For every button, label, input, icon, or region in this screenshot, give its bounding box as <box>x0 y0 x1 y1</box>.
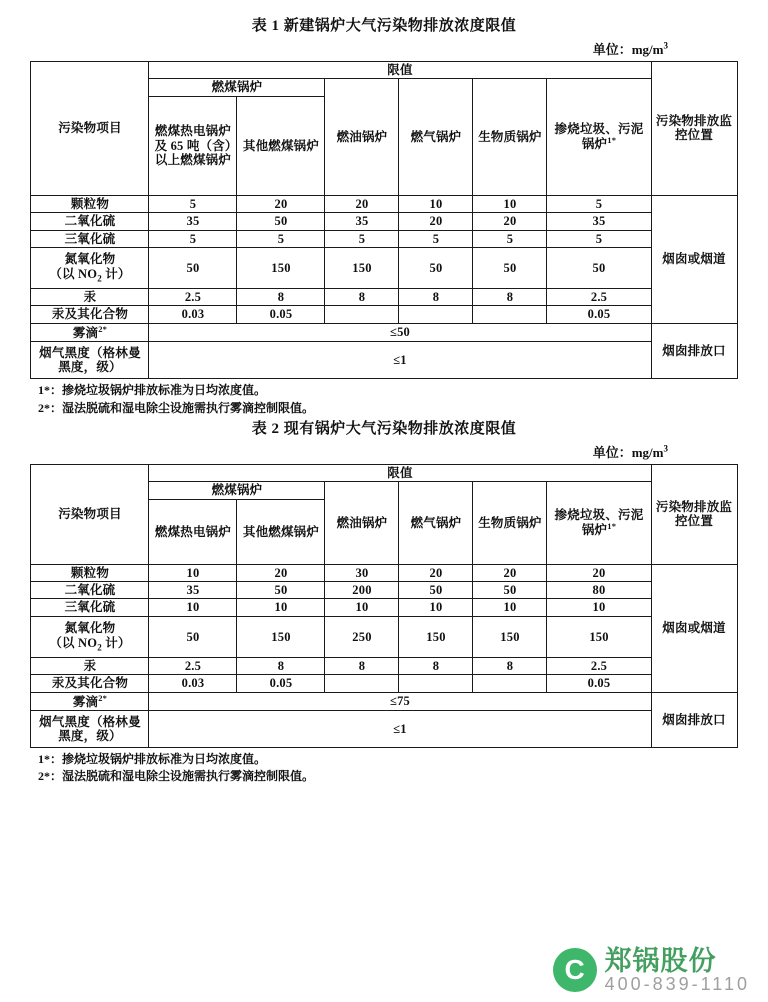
table-2-r4c0: 2.5 <box>149 657 237 674</box>
table-row <box>31 675 737 692</box>
table-1-r3c0: 50 <box>149 247 237 288</box>
table-row <box>31 692 737 711</box>
table-1-r1c2: 35 <box>325 213 399 230</box>
table-2-r1c4: 50 <box>473 582 547 599</box>
table-1-col-coal-other: 其他燃煤锅炉 <box>237 96 325 195</box>
table-2-col-waste-label: 掺烧垃圾、污泥锅炉 <box>554 508 644 538</box>
table-1-col-oil: 燃油锅炉 <box>325 79 399 195</box>
table-1-r4c5: 2.5 <box>547 288 651 305</box>
table-2-col-coal: 燃煤锅炉 <box>149 482 325 499</box>
table-2-r4c4: 8 <box>473 657 547 674</box>
table-2-row-3-name-pre: （以 NO <box>49 635 98 650</box>
table-1-r3c5: 50 <box>547 247 651 288</box>
table-2-r1c1: 50 <box>237 582 325 599</box>
table-2-row-5-name: 汞及其化合物 <box>31 675 149 692</box>
table-1-note-2: 2*：湿法脱硫和湿电除尘设施需执行雾滴控制限值。 <box>38 400 315 415</box>
company-phone: 400-839-1110 <box>604 974 750 995</box>
table-2-r4c5: 2.5 <box>547 657 651 674</box>
table-row <box>31 616 737 657</box>
table-1-r5c3 <box>399 306 473 323</box>
table-1-unit <box>22 39 746 58</box>
table-1-col-gas: 燃气锅炉 <box>399 79 473 195</box>
table-1-col-position: 污染物排放监控位置 <box>651 62 737 196</box>
table-2-unit-label: 单位：mg/m <box>592 444 664 460</box>
table-1-r2c2: 5 <box>325 230 399 247</box>
table-2-header-row-1 <box>31 464 737 481</box>
table-1-r5c1: 0.05 <box>237 306 325 323</box>
table-1-r3c4: 50 <box>473 247 547 288</box>
table-2-row-3-name-post: 计） <box>101 635 131 650</box>
table-1-r4c4: 8 <box>473 288 547 305</box>
table-2-col-coal-other: 其他燃煤锅炉 <box>237 499 325 564</box>
table-2-r4c3: 8 <box>399 657 473 674</box>
table-1-merged-1-value: ≤1 <box>149 342 651 379</box>
table-2-r5c2 <box>325 675 399 692</box>
table-2-col-pollutant: 污染物项目 <box>31 464 149 564</box>
table-1-col-waste-sup: 1* <box>607 135 617 146</box>
table-2-r5c1: 0.05 <box>237 675 325 692</box>
table-1-row-3-name <box>31 247 149 288</box>
table-1-row-5-name: 汞及其化合物 <box>31 306 149 323</box>
table-1-col-pollutant: 污染物项目 <box>31 62 149 196</box>
table-row <box>31 230 737 247</box>
table-1-note-1: 1*：掺烧垃圾锅炉排放标准为日均浓度值。 <box>38 383 267 398</box>
table-2-merged-0-name <box>31 692 149 711</box>
table-2-row-4-name: 汞 <box>31 657 149 674</box>
company-logo-icon: C <box>553 948 597 992</box>
table-2-col-gas: 燃气锅炉 <box>399 482 473 564</box>
table-1-r5c4 <box>473 306 547 323</box>
table-row <box>31 582 737 599</box>
table-row <box>31 599 737 616</box>
table-2-position-outlet: 烟囱排放口 <box>651 692 737 748</box>
table-1-r5c0: 0.03 <box>149 306 237 323</box>
table-2-col-oil: 燃油锅炉 <box>325 482 399 564</box>
table-2-r1c0: 35 <box>149 582 237 599</box>
table-1-r0c0: 5 <box>149 195 237 212</box>
table-row <box>31 657 737 674</box>
table-2 <box>30 464 737 748</box>
table-2-row-3-name-main: 氮氧化物 <box>64 621 116 636</box>
table-1-col-coal: 燃煤锅炉 <box>149 79 325 96</box>
table-2-col-limit: 限值 <box>149 464 651 481</box>
table-1-r2c5: 5 <box>547 230 651 247</box>
table-2-r2c1: 10 <box>237 599 325 616</box>
table-2-r5c5: 0.05 <box>547 675 651 692</box>
table-1-r5c5: 0.05 <box>547 306 651 323</box>
table-row <box>31 323 737 342</box>
table-2-col-coal-power: 燃煤热电锅炉 <box>149 499 237 564</box>
table-2-r1c2: 200 <box>325 582 399 599</box>
table-2-row-2-name: 三氧化硫 <box>31 599 149 616</box>
table-1-r0c5: 5 <box>547 195 651 212</box>
table-1-row-3-name-main: 氮氧化物 <box>64 252 116 267</box>
table-1-row-1-name: 二氧化硫 <box>31 213 149 230</box>
table-2-r2c2: 10 <box>325 599 399 616</box>
table-2-col-waste <box>547 482 651 564</box>
table-2-r3c4: 150 <box>473 616 547 657</box>
table-row <box>31 342 737 379</box>
table-2-row-1-name: 二氧化硫 <box>31 582 149 599</box>
table-2-r0c2: 30 <box>325 564 399 581</box>
table-1-r4c1: 8 <box>237 288 325 305</box>
table-1-col-limit: 限值 <box>149 62 651 79</box>
table-2-r5c0: 0.03 <box>149 675 237 692</box>
table-1-r3c1: 150 <box>237 247 325 288</box>
table-2-r1c5: 80 <box>547 582 651 599</box>
company-name: 郑锅股份 <box>604 945 717 976</box>
table-1-r0c3: 10 <box>399 195 473 212</box>
table-1-row-4-name: 汞 <box>31 288 149 305</box>
table-2-row-0-name: 颗粒物 <box>31 564 149 581</box>
table-row <box>31 247 737 288</box>
table-row <box>31 288 737 305</box>
table-1-unit-sup: 3 <box>663 40 668 51</box>
table-1-row-3-name-sub: 2 <box>97 273 102 284</box>
table-2-title: 表 2 现有锅炉大气污染物排放浓度限值 <box>251 420 517 437</box>
table-2-r1c3: 50 <box>399 582 473 599</box>
table-2-note-1: 1*：掺烧垃圾锅炉排放标准为日均浓度值。 <box>38 752 267 767</box>
table-2-r5c4 <box>473 675 547 692</box>
table-row <box>31 213 737 230</box>
table-1-r0c2: 20 <box>325 195 399 212</box>
table-1-r3c2: 150 <box>325 247 399 288</box>
table-2-r3c3: 150 <box>399 616 473 657</box>
table-2-merged-0-value: ≤75 <box>149 692 651 711</box>
table-1-r2c4: 5 <box>473 230 547 247</box>
table-2-r0c4: 20 <box>473 564 547 581</box>
table-2-row-3-name <box>31 616 149 657</box>
table-2-r0c0: 10 <box>149 564 237 581</box>
table-2-r2c4: 10 <box>473 599 547 616</box>
table-row <box>31 195 737 212</box>
table-1-row-3-name-post: 计） <box>101 266 131 281</box>
table-1-r1c0: 35 <box>149 213 237 230</box>
table-1-r1c1: 50 <box>237 213 325 230</box>
table-1-col-biomass: 生物质锅炉 <box>473 79 547 195</box>
table-1-position-stack: 烟囱或烟道 <box>651 195 737 323</box>
table-1-merged-0-value: ≤50 <box>149 323 651 342</box>
table-2-col-biomass: 生物质锅炉 <box>473 482 547 564</box>
table-2-r4c2: 8 <box>325 657 399 674</box>
table-1-col-coal-power: 燃煤热电锅炉及 65 吨（含）以上燃煤锅炉 <box>149 96 237 195</box>
table-2-notes <box>22 751 746 786</box>
table-2-merged-1-name: 烟气黑度（格林曼黑度，级） <box>31 711 149 748</box>
table-1-r2c3: 5 <box>399 230 473 247</box>
table-1-row-2-name: 三氧化硫 <box>31 230 149 247</box>
table-1-r0c1: 20 <box>237 195 325 212</box>
table-2-r0c3: 20 <box>399 564 473 581</box>
table-2-r3c0: 50 <box>149 616 237 657</box>
table-1-merged-0-sup: 2* <box>98 323 108 334</box>
table-1 <box>30 61 737 379</box>
table-2-col-waste-sup: 1* <box>607 521 617 532</box>
table-row <box>31 306 737 323</box>
table-1-r0c4: 10 <box>473 195 547 212</box>
watermark-text <box>605 947 750 994</box>
table-1-header-row-1 <box>31 62 737 79</box>
table-2-r2c5: 10 <box>547 599 651 616</box>
table-2-r2c0: 10 <box>149 599 237 616</box>
table-2-r5c3 <box>399 675 473 692</box>
table-row <box>31 564 737 581</box>
table-2-merged-0-sup: 2* <box>98 692 108 703</box>
table-1-r3c3: 50 <box>399 247 473 288</box>
table-1-r2c0: 5 <box>149 230 237 247</box>
table-1-merged-0-label: 雾滴 <box>72 325 99 340</box>
table-1-r1c4: 20 <box>473 213 547 230</box>
table-2-unit-sup: 3 <box>663 443 668 454</box>
table-2-r3c1: 150 <box>237 616 325 657</box>
table-row <box>31 711 737 748</box>
table-2-r0c5: 20 <box>547 564 651 581</box>
table-1-r2c1: 5 <box>237 230 325 247</box>
table-1-r1c3: 20 <box>399 213 473 230</box>
table-2-r3c2: 250 <box>325 616 399 657</box>
table-1-position-outlet: 烟囱排放口 <box>651 323 737 379</box>
table-2-col-position: 污染物排放监控位置 <box>651 464 737 564</box>
table-1-r4c3: 8 <box>399 288 473 305</box>
table-2-position-stack: 烟囱或烟道 <box>651 564 737 692</box>
table-2-r4c1: 8 <box>237 657 325 674</box>
table-1-col-waste <box>547 79 651 195</box>
table-2-r3c5: 150 <box>547 616 651 657</box>
table-2-r0c1: 20 <box>237 564 325 581</box>
table-1-merged-1-name: 烟气黑度（格林曼黑度，级） <box>31 342 149 379</box>
table-2-row-3-name-sub: 2 <box>97 642 102 653</box>
table-1-unit-label: 单位：mg/m <box>592 42 664 57</box>
table-1-row-3-name-pre: （以 NO <box>49 266 98 281</box>
table-2-merged-1-value: ≤1 <box>149 711 651 748</box>
table-2-merged-0-label: 雾滴 <box>72 694 99 709</box>
table-1-r5c2 <box>325 306 399 323</box>
table-1-r4c2: 8 <box>325 288 399 305</box>
table-1-notes <box>22 382 746 417</box>
watermark <box>553 947 750 994</box>
table-1-row-0-name: 颗粒物 <box>31 195 149 212</box>
table-1-title: 表 1 新建锅炉大气污染物排放浓度限值 <box>251 18 517 34</box>
table-1-r4c0: 2.5 <box>149 288 237 305</box>
table-2-r2c3: 10 <box>399 599 473 616</box>
table-2-note-2: 2*：湿法脱硫和湿电除尘设施需执行雾滴控制限值。 <box>38 769 315 784</box>
table-2-unit <box>22 442 746 461</box>
table-1-r1c5: 35 <box>547 213 651 230</box>
table-1-merged-0-name <box>31 323 149 342</box>
table-1-col-waste-label: 掺烧垃圾、污泥锅炉 <box>554 122 644 152</box>
